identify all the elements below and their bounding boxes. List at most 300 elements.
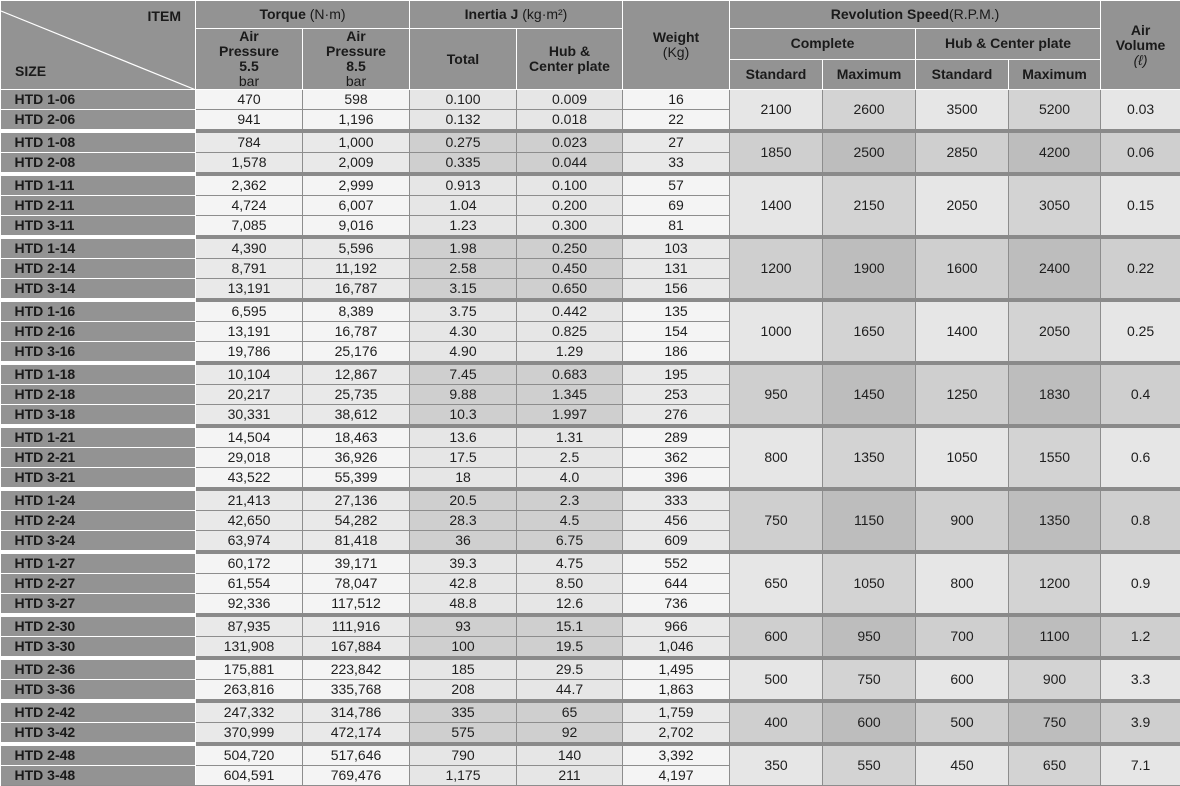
complete-standard-cell: 1850: [730, 131, 823, 174]
size-cell: HTD 3-42: [1, 723, 196, 745]
inertia-total-cell: 1.98: [410, 237, 517, 259]
item-label: ITEM: [148, 9, 181, 24]
torque-5-5-cell: 2,362: [196, 174, 303, 196]
torque-8-5-cell: 2,009: [303, 153, 410, 175]
size-cell: HTD 3-21: [1, 468, 196, 490]
size-cell: HTD 1-11: [1, 174, 196, 196]
inertia-total-cell: 13.6: [410, 426, 517, 448]
complete-standard-cell: 600: [730, 615, 823, 658]
size-cell: HTD 2-27: [1, 574, 196, 594]
inertia-hub-cell: 1.345: [517, 385, 623, 405]
table-row: [1, 174, 1180, 196]
inertia-hub-cell: 29.5: [517, 658, 623, 680]
air-volume-cell: 3.3: [1101, 658, 1180, 701]
weight-cell: 362: [623, 448, 730, 468]
size-cell: HTD 1-21: [1, 426, 196, 448]
weight-cell: 81: [623, 216, 730, 238]
hub-maximum-cell: 750: [1009, 701, 1101, 744]
inertia-total-cell: 39.3: [410, 552, 517, 574]
weight-cell: 1,863: [623, 680, 730, 702]
air-pressure-5-5-header: Air Pressure 5.5 bar: [196, 29, 303, 90]
hub-standard-cell: 2050: [916, 174, 1009, 237]
torque-8-5-cell: 314,786: [303, 701, 410, 723]
hub-standard-cell: 2850: [916, 131, 1009, 174]
torque-5-5-cell: 92,336: [196, 594, 303, 616]
weight-cell: 456: [623, 511, 730, 531]
hub-maximum-cell: 1100: [1009, 615, 1101, 658]
torque-header: Torque (N·m): [196, 1, 410, 29]
table-row: [1, 237, 1180, 259]
torque-8-5-cell: 36,926: [303, 448, 410, 468]
inertia-total-cell: 0.132: [410, 110, 517, 132]
air-volume-cell: 0.4: [1101, 363, 1180, 426]
inertia-hub-cell: 4.0: [517, 468, 623, 490]
size-cell: HTD 3-24: [1, 531, 196, 553]
torque-5-5-cell: 10,104: [196, 363, 303, 385]
torque-5-5-cell: 604,591: [196, 766, 303, 786]
torque-8-5-cell: 111,916: [303, 615, 410, 637]
inertia-hub-cell: 140: [517, 744, 623, 766]
torque-5-5-cell: 8,791: [196, 259, 303, 279]
hub-standard-cell: 800: [916, 552, 1009, 615]
inertia-total-cell: 185: [410, 658, 517, 680]
torque-5-5-cell: 42,650: [196, 511, 303, 531]
table-row: [1, 90, 1180, 110]
weight-cell: 289: [623, 426, 730, 448]
inertia-total-cell: 7.45: [410, 363, 517, 385]
size-cell: HTD 1-18: [1, 363, 196, 385]
inertia-total-cell: 3.15: [410, 279, 517, 301]
torque-5-5-cell: 470: [196, 90, 303, 110]
inertia-hub-cell: 1.997: [517, 405, 623, 427]
air-volume-cell: 7.1: [1101, 744, 1180, 786]
size-cell: HTD 3-11: [1, 216, 196, 238]
torque-8-5-cell: 769,476: [303, 766, 410, 786]
complete-standard-cell: 400: [730, 701, 823, 744]
torque-5-5-cell: 7,085: [196, 216, 303, 238]
torque-5-5-cell: 19,786: [196, 342, 303, 364]
complete-maximum-cell: 1650: [823, 300, 916, 363]
inertia-hub-cell: 44.7: [517, 680, 623, 702]
complete-maximum-cell: 950: [823, 615, 916, 658]
inertia-header: Inertia J (kg·m²): [410, 1, 623, 29]
weight-cell: 135: [623, 300, 730, 322]
weight-cell: 154: [623, 322, 730, 342]
size-cell: HTD 1-16: [1, 300, 196, 322]
inertia-total-cell: 18: [410, 468, 517, 490]
torque-8-5-cell: 39,171: [303, 552, 410, 574]
size-group: [1, 552, 1180, 615]
torque-5-5-cell: 14,504: [196, 426, 303, 448]
inertia-total-cell: 0.100: [410, 90, 517, 110]
torque-5-5-cell: 784: [196, 131, 303, 153]
item-size-corner: [1, 1, 196, 90]
torque-8-5-cell: 54,282: [303, 511, 410, 531]
table-row: [1, 131, 1180, 153]
inertia-hub-cell: 0.825: [517, 322, 623, 342]
inertia-hub-cell: 19.5: [517, 637, 623, 659]
size-cell: HTD 2-30: [1, 615, 196, 637]
weight-cell: 22: [623, 110, 730, 132]
air-volume-cell: 0.9: [1101, 552, 1180, 615]
hub-center-plate-header: Hub & Center plate: [916, 29, 1101, 60]
inertia-total-cell: 36: [410, 531, 517, 553]
torque-5-5-cell: 60,172: [196, 552, 303, 574]
inertia-total-cell: 1,175: [410, 766, 517, 786]
inertia-total-header: Total: [410, 29, 517, 90]
weight-cell: 186: [623, 342, 730, 364]
hub-maximum-cell: 1830: [1009, 363, 1101, 426]
inertia-total-cell: 93: [410, 615, 517, 637]
weight-cell: 3,392: [623, 744, 730, 766]
inertia-total-cell: 100: [410, 637, 517, 659]
inertia-hub-cell: 4.5: [517, 511, 623, 531]
weight-cell: 396: [623, 468, 730, 490]
weight-cell: 69: [623, 196, 730, 216]
complete-maximum-cell: 550: [823, 744, 916, 786]
table-row: [1, 701, 1180, 723]
hub-standard-cell: 600: [916, 658, 1009, 701]
air-volume-cell: 0.8: [1101, 489, 1180, 552]
weight-cell: 27: [623, 131, 730, 153]
complete-standard-cell: 1400: [730, 174, 823, 237]
inertia-hub-cell: 65: [517, 701, 623, 723]
torque-8-5-cell: 472,174: [303, 723, 410, 745]
size-cell: HTD 1-27: [1, 552, 196, 574]
torque-5-5-cell: 504,720: [196, 744, 303, 766]
inertia-hub-cell: 0.009: [517, 90, 623, 110]
complete-header: Complete: [730, 29, 916, 60]
weight-cell: 1,495: [623, 658, 730, 680]
hub-maximum-header: Maximum: [1009, 59, 1101, 90]
size-cell: HTD 1-06: [1, 90, 196, 110]
torque-8-5-cell: 38,612: [303, 405, 410, 427]
air-pressure-8-5-header: Air Pressure 8.5 bar: [303, 29, 410, 90]
inertia-total-cell: 10.3: [410, 405, 517, 427]
inertia-hub-cell: 0.450: [517, 259, 623, 279]
inertia-hub-cell: 0.650: [517, 279, 623, 301]
size-group: [1, 363, 1180, 426]
complete-standard-cell: 950: [730, 363, 823, 426]
inertia-hub-cell: 0.300: [517, 216, 623, 238]
hub-maximum-cell: 1200: [1009, 552, 1101, 615]
hub-maximum-cell: 1550: [1009, 426, 1101, 489]
torque-5-5-cell: 29,018: [196, 448, 303, 468]
inertia-hub-cell: 1.29: [517, 342, 623, 364]
inertia-total-cell: 17.5: [410, 448, 517, 468]
weight-cell: 16: [623, 90, 730, 110]
inertia-total-cell: 3.75: [410, 300, 517, 322]
table-row: [1, 658, 1180, 680]
hub-maximum-cell: 1350: [1009, 489, 1101, 552]
size-cell: HTD 2-42: [1, 701, 196, 723]
hub-standard-cell: 1250: [916, 363, 1009, 426]
hub-standard-cell: 500: [916, 701, 1009, 744]
weight-cell: 552: [623, 552, 730, 574]
inertia-total-cell: 48.8: [410, 594, 517, 616]
size-group: [1, 90, 1180, 132]
torque-8-5-cell: 25,176: [303, 342, 410, 364]
size-cell: HTD 2-11: [1, 196, 196, 216]
size-cell: HTD 2-48: [1, 744, 196, 766]
size-cell: HTD 2-21: [1, 448, 196, 468]
inertia-total-cell: 2.58: [410, 259, 517, 279]
air-volume-cell: 0.22: [1101, 237, 1180, 300]
size-group: [1, 701, 1180, 744]
torque-5-5-cell: 1,578: [196, 153, 303, 175]
weight-cell: 736: [623, 594, 730, 616]
size-cell: HTD 3-14: [1, 279, 196, 301]
torque-8-5-cell: 5,596: [303, 237, 410, 259]
air-volume-header: Air Volume (ℓ): [1101, 1, 1180, 90]
weight-cell: 4,197: [623, 766, 730, 786]
size-cell: HTD 2-14: [1, 259, 196, 279]
hub-standard-cell: 1050: [916, 426, 1009, 489]
air-volume-cell: 0.6: [1101, 426, 1180, 489]
torque-8-5-cell: 517,646: [303, 744, 410, 766]
torque-8-5-cell: 1,196: [303, 110, 410, 132]
inertia-hub-cell: 12.6: [517, 594, 623, 616]
torque-8-5-cell: 81,418: [303, 531, 410, 553]
air-volume-cell: 3.9: [1101, 701, 1180, 744]
inertia-total-cell: 1.04: [410, 196, 517, 216]
torque-5-5-cell: 61,554: [196, 574, 303, 594]
size-group: [1, 174, 1180, 237]
complete-maximum-header: Maximum: [823, 59, 916, 90]
torque-5-5-cell: 6,595: [196, 300, 303, 322]
torque-8-5-cell: 16,787: [303, 322, 410, 342]
inertia-total-cell: 575: [410, 723, 517, 745]
inertia-total-cell: 9.88: [410, 385, 517, 405]
complete-maximum-cell: 1450: [823, 363, 916, 426]
weight-cell: 1,046: [623, 637, 730, 659]
inertia-hub-cell: 8.50: [517, 574, 623, 594]
inertia-total-cell: 20.5: [410, 489, 517, 511]
hub-maximum-cell: 2400: [1009, 237, 1101, 300]
inertia-hub-cell: 0.023: [517, 131, 623, 153]
size-cell: HTD 2-16: [1, 322, 196, 342]
complete-maximum-cell: 1350: [823, 426, 916, 489]
complete-maximum-cell: 600: [823, 701, 916, 744]
size-group: [1, 658, 1180, 701]
weight-cell: 156: [623, 279, 730, 301]
torque-8-5-cell: 8,389: [303, 300, 410, 322]
hub-maximum-cell: 5200: [1009, 90, 1101, 132]
size-cell: HTD 2-18: [1, 385, 196, 405]
complete-maximum-cell: 750: [823, 658, 916, 701]
revolution-speed-header: Revolution Speed(R.P.M.): [730, 1, 1101, 29]
torque-5-5-cell: 370,999: [196, 723, 303, 745]
torque-5-5-cell: 20,217: [196, 385, 303, 405]
table-row: [1, 363, 1180, 385]
complete-standard-cell: 1000: [730, 300, 823, 363]
torque-5-5-cell: 13,191: [196, 322, 303, 342]
torque-5-5-cell: 131,908: [196, 637, 303, 659]
weight-cell: 276: [623, 405, 730, 427]
inertia-total-cell: 28.3: [410, 511, 517, 531]
size-group: [1, 615, 1180, 658]
torque-5-5-cell: 4,390: [196, 237, 303, 259]
inertia-hub-cell: 0.250: [517, 237, 623, 259]
torque-8-5-cell: 11,192: [303, 259, 410, 279]
torque-8-5-cell: 55,399: [303, 468, 410, 490]
torque-8-5-cell: 6,007: [303, 196, 410, 216]
torque-5-5-cell: 175,881: [196, 658, 303, 680]
size-cell: HTD 3-16: [1, 342, 196, 364]
inertia-total-cell: 4.30: [410, 322, 517, 342]
torque-5-5-cell: 63,974: [196, 531, 303, 553]
complete-standard-cell: 750: [730, 489, 823, 552]
complete-standard-cell: 2100: [730, 90, 823, 132]
size-cell: HTD 1-24: [1, 489, 196, 511]
weight-cell: 1,759: [623, 701, 730, 723]
inertia-hub-cell: 4.75: [517, 552, 623, 574]
weight-cell: 195: [623, 363, 730, 385]
hub-standard-cell: 3500: [916, 90, 1009, 132]
inertia-hub-cell: 0.200: [517, 196, 623, 216]
complete-maximum-cell: 1050: [823, 552, 916, 615]
table-row: [1, 489, 1180, 511]
complete-standard-cell: 650: [730, 552, 823, 615]
weight-cell: 966: [623, 615, 730, 637]
air-volume-cell: 0.06: [1101, 131, 1180, 174]
inertia-hub-cell: 6.75: [517, 531, 623, 553]
torque-8-5-cell: 335,768: [303, 680, 410, 702]
inertia-total-cell: 1.23: [410, 216, 517, 238]
torque-8-5-cell: 117,512: [303, 594, 410, 616]
torque-8-5-cell: 27,136: [303, 489, 410, 511]
size-cell: HTD 3-18: [1, 405, 196, 427]
size-cell: HTD 3-30: [1, 637, 196, 659]
inertia-hub-cell: 92: [517, 723, 623, 745]
air-volume-cell: 0.25: [1101, 300, 1180, 363]
complete-maximum-cell: 2600: [823, 90, 916, 132]
size-group: [1, 300, 1180, 363]
complete-standard-cell: 500: [730, 658, 823, 701]
hub-maximum-cell: 650: [1009, 744, 1101, 786]
inertia-hub-header: Hub & Center plate: [517, 29, 623, 90]
torque-8-5-cell: 16,787: [303, 279, 410, 301]
torque-8-5-cell: 78,047: [303, 574, 410, 594]
size-cell: HTD 2-24: [1, 511, 196, 531]
table-row: [1, 552, 1180, 574]
air-volume-cell: 1.2: [1101, 615, 1180, 658]
inertia-total-cell: 208: [410, 680, 517, 702]
size-group: [1, 131, 1180, 174]
torque-5-5-cell: 30,331: [196, 405, 303, 427]
weight-cell: 644: [623, 574, 730, 594]
inertia-total-cell: 4.90: [410, 342, 517, 364]
torque-8-5-cell: 18,463: [303, 426, 410, 448]
table-row: [1, 426, 1180, 448]
torque-5-5-cell: 21,413: [196, 489, 303, 511]
size-cell: HTD 1-14: [1, 237, 196, 259]
torque-5-5-cell: 43,522: [196, 468, 303, 490]
air-volume-cell: 0.15: [1101, 174, 1180, 237]
complete-maximum-cell: 1150: [823, 489, 916, 552]
inertia-hub-cell: 1.31: [517, 426, 623, 448]
weight-cell: 57: [623, 174, 730, 196]
complete-standard-header: Standard: [730, 59, 823, 90]
inertia-hub-cell: 0.442: [517, 300, 623, 322]
size-cell: HTD 1-08: [1, 131, 196, 153]
torque-8-5-cell: 12,867: [303, 363, 410, 385]
complete-maximum-cell: 2500: [823, 131, 916, 174]
torque-8-5-cell: 2,999: [303, 174, 410, 196]
table-row: [1, 615, 1180, 637]
torque-8-5-cell: 223,842: [303, 658, 410, 680]
hub-standard-cell: 450: [916, 744, 1009, 786]
inertia-total-cell: 42.8: [410, 574, 517, 594]
inertia-total-cell: 790: [410, 744, 517, 766]
weight-header: Weight (Kg): [623, 1, 730, 90]
hub-standard-cell: 700: [916, 615, 1009, 658]
inertia-total-cell: 0.913: [410, 174, 517, 196]
hub-standard-cell: 1400: [916, 300, 1009, 363]
torque-8-5-cell: 9,016: [303, 216, 410, 238]
complete-maximum-cell: 1900: [823, 237, 916, 300]
size-group: [1, 237, 1180, 300]
inertia-total-cell: 335: [410, 701, 517, 723]
size-cell: HTD 2-36: [1, 658, 196, 680]
torque-5-5-cell: 263,816: [196, 680, 303, 702]
weight-cell: 609: [623, 531, 730, 553]
hub-standard-cell: 900: [916, 489, 1009, 552]
torque-8-5-cell: 25,735: [303, 385, 410, 405]
size-cell: HTD 2-08: [1, 153, 196, 175]
table-header: [1, 1, 1180, 90]
hub-maximum-cell: 2050: [1009, 300, 1101, 363]
size-label: SIZE: [15, 64, 46, 79]
inertia-hub-cell: 2.3: [517, 489, 623, 511]
torque-8-5-cell: 167,884: [303, 637, 410, 659]
complete-standard-cell: 350: [730, 744, 823, 786]
hub-maximum-cell: 4200: [1009, 131, 1101, 174]
inertia-hub-cell: 0.683: [517, 363, 623, 385]
complete-maximum-cell: 2150: [823, 174, 916, 237]
table-row: [1, 300, 1180, 322]
hub-standard-cell: 1600: [916, 237, 1009, 300]
complete-standard-cell: 1200: [730, 237, 823, 300]
hub-maximum-cell: 3050: [1009, 174, 1101, 237]
inertia-hub-cell: 15.1: [517, 615, 623, 637]
complete-standard-cell: 800: [730, 426, 823, 489]
size-group: [1, 489, 1180, 552]
weight-cell: 333: [623, 489, 730, 511]
torque-5-5-cell: 4,724: [196, 196, 303, 216]
size-group: [1, 744, 1180, 786]
inertia-hub-cell: 211: [517, 766, 623, 786]
hub-maximum-cell: 900: [1009, 658, 1101, 701]
size-cell: HTD 3-27: [1, 594, 196, 616]
size-cell: HTD 3-36: [1, 680, 196, 702]
weight-cell: 103: [623, 237, 730, 259]
torque-8-5-cell: 598: [303, 90, 410, 110]
hub-standard-header: Standard: [916, 59, 1009, 90]
table-row: [1, 744, 1180, 766]
inertia-total-cell: 0.275: [410, 131, 517, 153]
torque-5-5-cell: 247,332: [196, 701, 303, 723]
size-group: [1, 426, 1180, 489]
torque-5-5-cell: 13,191: [196, 279, 303, 301]
weight-cell: 2,702: [623, 723, 730, 745]
inertia-total-cell: 0.335: [410, 153, 517, 175]
inertia-hub-cell: 0.044: [517, 153, 623, 175]
size-cell: HTD 2-06: [1, 110, 196, 132]
torque-5-5-cell: 87,935: [196, 615, 303, 637]
size-cell: HTD 3-48: [1, 766, 196, 786]
inertia-hub-cell: 2.5: [517, 448, 623, 468]
